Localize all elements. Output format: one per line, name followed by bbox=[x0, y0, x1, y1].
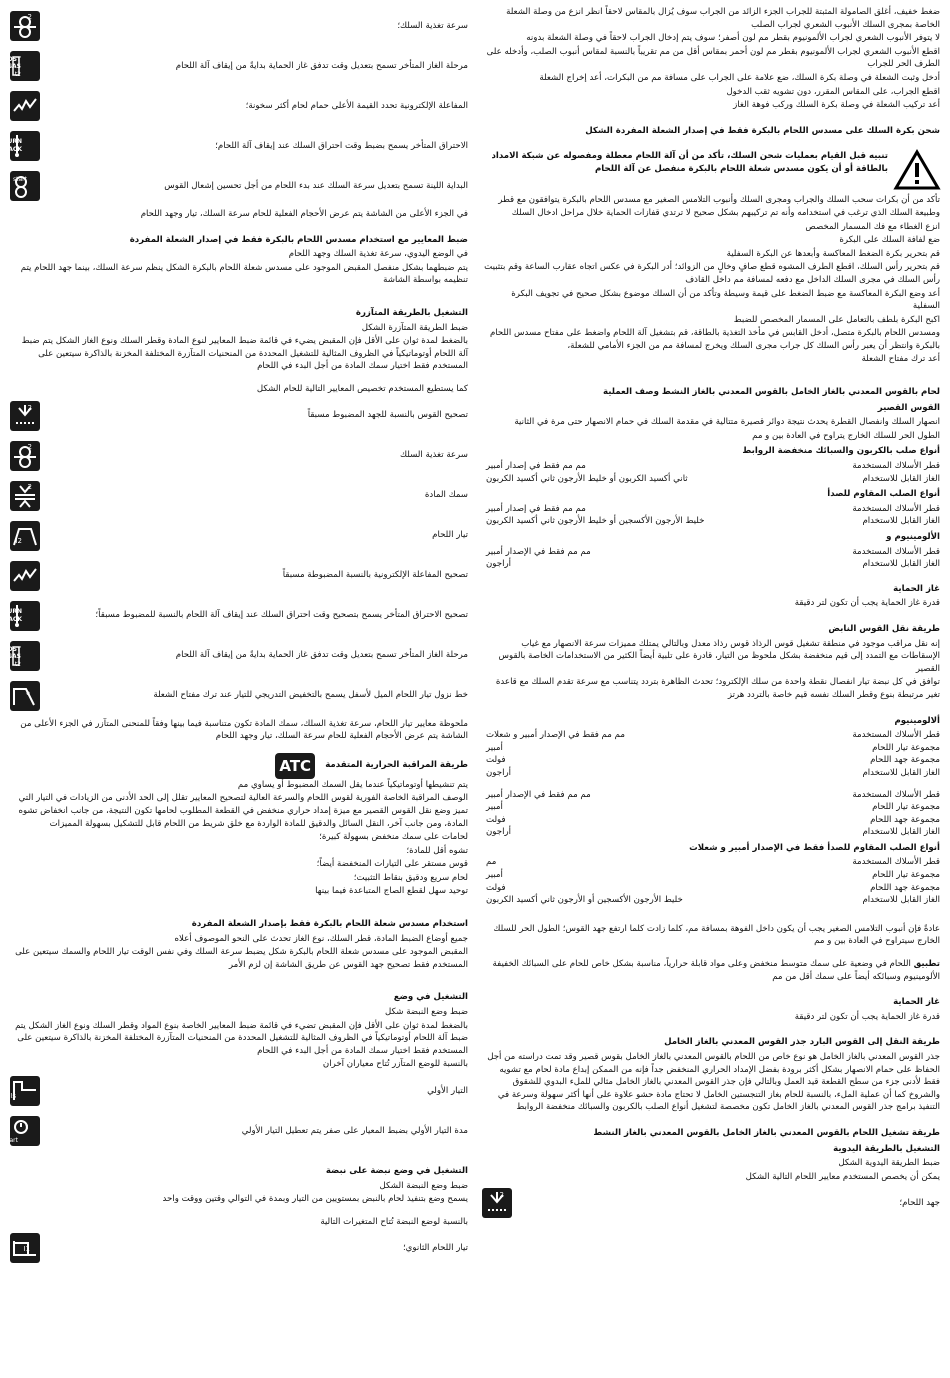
section-heading: شحن بكرة السلك على مسدس اللحام بالبكرة فقط في إصدار الشعلة المفردة الشكل bbox=[585, 125, 940, 136]
post-gas-icon bbox=[3, 641, 40, 671]
paragraph: اقطع الجراب، على المقاس المقرر، دون تشويه ثقب الدخول bbox=[726, 86, 940, 97]
bullet-item: تشوه أقل للمادة؛ bbox=[406, 845, 468, 856]
section-subheading: التشغيل بالطريقة اليدوية bbox=[833, 1143, 940, 1154]
parameter-row bbox=[3, 638, 468, 674]
spec-row bbox=[482, 503, 940, 516]
spec-value: فولت bbox=[486, 755, 506, 766]
spec-value: أمبير bbox=[486, 870, 503, 881]
spec-row bbox=[482, 856, 940, 869]
slope-down-icon bbox=[10, 681, 40, 711]
parameter-row bbox=[4, 1113, 468, 1149]
post-gas-icon bbox=[3, 51, 40, 81]
svg-text:POST: POST bbox=[3, 56, 21, 63]
paragraph: يتم ضبطهما بشكل منفصل المقبض الموجود على مسدس شعلة اللحام بالبكرة الشكل ينظم سرعة السلك، بينما جهد اللحام يتم تنظيمه بواسطة الشاشة bbox=[20, 262, 468, 286]
paragraph: لا يتوفر الأنبوب الشعري لجراب الألمونيوم بقطر مم لون أصفر؛ سوف يتم إدخال الجراب لاحقاً في وصلة الشعلة بدونه bbox=[526, 33, 940, 44]
paragraph: الطول الحر للسلك الخارج يتراوح في العادة بين و مم bbox=[752, 430, 940, 441]
paragraph: المقبض الموجود على مسدس شعلة اللحام بالبكرة شكل يضبط سرعة السلك وفي نفس الوقت تيار اللحام والسمك سيتعين على المستخدم فقط تصحيح جهد القوس عن طريق الشاشة إن لزم الأمر bbox=[15, 947, 468, 970]
spec-value: خليط الأرجون الأكسجين أو خليط الأرجون ثاني أكسيد الكربون bbox=[486, 516, 705, 527]
spec-key: الغاز القابل للاستخدام bbox=[862, 895, 940, 906]
section-subheading: الألومينيوم و bbox=[886, 532, 940, 542]
section-heading: استخدام مسدس شعلة اللحام بالبكرة فقط بإصدار الشعلة المفردة bbox=[191, 919, 468, 930]
spec-key: الغاز القابل للاستخدام bbox=[862, 827, 940, 838]
svg-text:t: t bbox=[25, 1123, 28, 1131]
list-item: ومسدس اللحام بالبكرة متصل، أدخل القابس في مأخذ التغذية بالطاقة، قم بتشغيل آلة اللحام واضغط على مفتاح مسدس اللحام بالبكرة وانتظر أن يعبر رأس السلك كل جراب مجرى السلك ويخرج لمسافة مم من الجزء الأمامي للشعلة، bbox=[489, 328, 940, 351]
parameter-text: الاحتراق المتأخر يسمح بضبط وقت احتراق السلك عند إيقاف آلة اللحام؛ bbox=[215, 140, 468, 151]
paragraph: توافق في كل نبضة تيار انفصال نقطة واحدة من سلك الإلكترود؛ تحدث الظاهرة بتردد يتناسب مع سرعة تقدم السلك مع قاعدة تغير مرتبطة بنوع وقطر السلك نفسه قيم خاصة بالتردد هرتز bbox=[495, 677, 940, 700]
parameter-row bbox=[10, 478, 468, 514]
spec-row bbox=[482, 460, 940, 473]
paragraph: قدرة غاز الحماية يجب أن تكون لتر دقيقة bbox=[794, 598, 940, 609]
spec-value: مم bbox=[486, 857, 497, 868]
spec-key: مجموعة جهد اللحام bbox=[870, 882, 940, 893]
bullet-item: توحيد سهل لقطع الصاج المتباعدة فيما بينها bbox=[315, 886, 468, 897]
svg-text:t2: t2 bbox=[14, 71, 21, 78]
paragraph: جذر القوس المعدني بالغاز الخامل هو نوع خاص من اللحام بالقوس المعدني بالغاز الخامل بقوس قصير وقد تمت دراسته من أجل الحفاظ على حمام الانصهار بشكل أكثر برودة بفضل الإمداد الحراري المنخفض جداً فإنه من الممكن إبداع مادة لحام مع تشويه فقط لأدنى جزء من سطح القطعة قيد العمل وبالتالي فإن جذر القوس المعدني بالغاز الخامل مثالي للملء البدوي للشقوق والشروخ كما أن عملية الملء، بالنسبة للحام بغاز التنجستين الخامل لا تحتاج مادة حشو علاوة على أنها أكثر سهولة وسرعة في التنفيذ برامج جذر القوس المعدني بالغاز الخامل تكون مخصصة لتشغيل أنواع الصلب بالكربون والسبائك منخفضة الروابط bbox=[487, 1052, 940, 1113]
paragraph: ملحوظة معايير تيار اللحام، سرعة تغذية السلك، سمك المادة تكون متناسبة فيما بينها وفقاً للمنحنى المتآزر في الجزء الأعلى من الشاشة يتم عرض الأحجام الفعلية للحام سرعة السلك، تيار وجهد اللحام bbox=[20, 718, 468, 742]
spec-value: مم مم فقط في إصدار أمبير bbox=[486, 503, 586, 514]
parameter-text: تصحيح المفاعلة الإلكترونية بالنسبة المضبوطة مسبقاً bbox=[282, 570, 468, 581]
svg-text:BURN: BURN bbox=[2, 607, 22, 615]
paragraph: عادةً فإن أنبوب التلامس الصغير يجب أن يكون داخل الفوهة بمسافة مم، كلما زادت كلما ارتفع جهد القوس؛ الطول الحر للسلك الخارج سيتراوح في العادة بين و مم bbox=[493, 923, 940, 947]
spec-key: قطر الأسلاك المستخدمة bbox=[852, 857, 940, 868]
spec-row bbox=[482, 754, 940, 767]
soft-start-icon bbox=[10, 171, 40, 201]
section-heading: طريقة النقل إلى القوس البارد جذر القوس المعدني بالغاز الخامل bbox=[664, 1037, 940, 1048]
burn-back-icon bbox=[2, 601, 40, 631]
section-subheading: أنواع صلب بالكربون والسبائك منخفضة الروابط bbox=[742, 446, 940, 457]
svg-text:start: start bbox=[4, 1137, 18, 1144]
paragraph: أدخل وثبت الشعلة في وصلة بكرة السلك، ضع علامة على الجراب على مسافة مم من البكرات، أعد إخراج الشعلة bbox=[539, 72, 940, 83]
spec-key: مجموعة تيار اللحام bbox=[872, 742, 940, 753]
paragraph: بالنسبة لوضع النبضة تُتاح المتغيرات التالية bbox=[320, 1216, 468, 1227]
burn-back-icon bbox=[2, 131, 40, 161]
paragraph: بالضغط لمدة ثوان على الأقل فإن المقبض يضيء في قائمة ضبط المعايير لنوع المادة وقطر السلك ونوع الغاز الشكل يتم ضبط آلة اللحام أوتوماتيكياً في الظروف المثالية للتشغيل المحددة من المنحنيات المتآزرة المختلفة المخزنة بالذاكرة سيتعين على المستخدم فقط اختيار سمك المادة من أجل البدء في اللحام bbox=[21, 336, 468, 372]
svg-text:2: 2 bbox=[27, 13, 32, 21]
svg-text:2: 2 bbox=[499, 1191, 504, 1200]
spec-key: الغاز القابل للاستخدام bbox=[862, 767, 940, 778]
paragraph: اقطع الأنبوب الشعري لجراب الألمونيوم بقطر مم لون أحمر بمقاس أقل من مم تقريباً بالنسبة لمقاس أنبوب الصلب، وأدخله على الطرف الحر للجراب bbox=[486, 46, 940, 70]
spec-key: الغاز القابل للاستخدام bbox=[862, 559, 940, 570]
parameter-row bbox=[10, 438, 468, 474]
right-column bbox=[482, 6, 940, 1225]
parameter-row bbox=[10, 88, 468, 124]
parameter-row bbox=[10, 558, 468, 594]
section-subheading: غاز الحماية bbox=[893, 583, 940, 594]
parameter-text: مرحلة الغاز المتأخر تسمح بتعديل وقت تدفق غاز الحماية بدايةً من إيقاف آلة اللحام bbox=[175, 60, 468, 71]
list-item: قم بتحرير رأس السلك، اقطع الطرف المشوه قطع صافٍ وخالٍ من الزوائد؛ أدر البكرة في عكس اتجاه عقارب الساعة وقم بتثبيت رأس السلك في مجرى السلك الداخل مع دفعه لمسافة مم داخل القاذف bbox=[484, 262, 940, 285]
parameter-text: تصحيح القوس بالنسبة للجهد المضبوط مسبقاً bbox=[307, 410, 468, 421]
parameter-text: المفاعلة الإلكترونية تحدد القيمة الأعلى حمام لحام أكثر سخونة؛ bbox=[245, 100, 468, 111]
section-subheading: أنواع الصلب المقاوم للصدأ فقط في الإصدار أمبير و شعلات bbox=[689, 842, 940, 853]
parameter-text: التيار الأولي bbox=[427, 1085, 468, 1096]
svg-text:BURN: BURN bbox=[2, 138, 22, 145]
warning-block bbox=[482, 150, 940, 190]
spec-row bbox=[482, 826, 940, 839]
spec-value: مم مم فقط في إصدار أمبير bbox=[486, 461, 586, 472]
parameter-row bbox=[10, 398, 468, 434]
section-heading: التشغيل بالطريقة المتآزرة bbox=[355, 307, 468, 318]
paragraph bbox=[482, 958, 940, 983]
spec-row bbox=[482, 546, 940, 559]
svg-text:BACK: BACK bbox=[3, 146, 22, 153]
parameter-text: سرعة تغذية السلك؛ bbox=[397, 20, 468, 31]
secondary-current-icon bbox=[10, 1233, 40, 1263]
bullet-item: لحامات على سمك منخفض بسهولة كبيرة؛ bbox=[319, 832, 468, 843]
section-heading: ضبط المعايير مع استخدام مسدس اللحام بالبكرة فقط في إصدار الشعلة المفردة bbox=[129, 234, 468, 245]
spec-value: ثاني أكسيد الكربون أو خليط الأرجون ثاني أكسيد الكربون bbox=[486, 473, 688, 484]
spec-row bbox=[482, 869, 940, 882]
list-item: أعد ترك مفتاح الشعلة bbox=[861, 354, 940, 365]
list-item: اكبح البكرة بلطف بالتعامل على المسمار المخصص للضبط bbox=[733, 314, 940, 325]
spec-value: أمبير bbox=[486, 802, 503, 813]
spec-row bbox=[482, 767, 940, 780]
list-item: أعد وضع البكرة المعاكسة مع ضبط الضغط على قيمة وسيطة وتأكد من أن السلك موضوع بشكل صحيح في تجويف البكرة السفلية bbox=[511, 288, 940, 312]
svg-text:Is: Is bbox=[10, 1092, 16, 1100]
spec-row bbox=[482, 729, 940, 742]
spec-value: مم مم فقط في الإصدار أمبير bbox=[486, 789, 591, 800]
atc-heading bbox=[10, 753, 468, 779]
paragraph: كما يستطيع المستخدم تخصيص المعايير التالية للحام الشكل bbox=[256, 383, 468, 394]
spec-value: أراجون bbox=[486, 767, 511, 778]
inductance-icon bbox=[10, 561, 40, 591]
parameter-row bbox=[10, 1073, 468, 1109]
spec-key: قطر الأسلاك المستخدمة bbox=[852, 461, 940, 472]
section-subheading: غاز الحماية bbox=[893, 997, 940, 1008]
paragraph: ضبط الطريقة المتآزرة الشكل bbox=[361, 322, 468, 333]
svg-text:GAS: GAS bbox=[7, 63, 21, 70]
spec-row bbox=[482, 882, 940, 895]
spec-value: فولت bbox=[486, 814, 506, 825]
paragraph: الوصف المراقبة الخاصة الفورية لقوس اللحام والسرعة العالية لتصحيح المعايير تقلل إلى الحد الأدنى من الزيادات في التيار التي تميز وضع نقل القوس القصير مع ميزة إمداد حراري منخفض في القطعة المطلوب لحامها تكون النتيجة، من جانب انخفاض تشوه المادة، ومن جانب آخر، النقل السائل والدقيق للمادة الواردة مع خلق شريط من اللحام قابل للتشكيل بسهولة المميزات bbox=[18, 793, 468, 829]
spec-value: مم مم فقط في الإصدار أمبير bbox=[486, 546, 591, 557]
section-subheading: ألالومينيوم bbox=[894, 715, 940, 726]
spec-value: فولت bbox=[486, 882, 506, 893]
wire-speed-icon bbox=[10, 441, 40, 471]
parameter-text: مدة التيار الأولي بضبط المعيار على صفر يتم تعطيل التيار الأولي bbox=[241, 1125, 468, 1136]
spec-key: مجموعة تيار اللحام bbox=[872, 802, 940, 813]
section-subheading: القوس القصير bbox=[877, 402, 940, 413]
paragraph: تأكد من أن بكرات سحب السلك والجراب ومجرى السلك وأنبوب التلامس الصغير مع مسدس اللحام بالبكرة يتوافقون مع قطر وطبيعة السلك الذي ترغب في استخدامه وأنه تم تركيبهم بشكل صحيح لا ترتدي قفازات الحماية خلال مراحل ادخال السلك bbox=[498, 195, 940, 218]
parameter-row bbox=[2, 128, 468, 164]
parameter-text: خط نزول تيار اللحام الميل لأسفل يسمح بالتخفيض التدريجي للتيار عند ترك مفتاح الشعلة bbox=[153, 690, 468, 701]
parameter-row bbox=[10, 8, 468, 44]
bullet-item: لحام سريع ودقيق بنقاط التثبيت؛ bbox=[353, 872, 468, 883]
list-item: ضع لفافة السلك على البكرة bbox=[839, 235, 940, 246]
svg-text:I1: I1 bbox=[23, 1245, 30, 1254]
svg-text:t2: t2 bbox=[14, 660, 21, 668]
spec-value: خليط الأرجون الأكسجين أو الأرجون ثاني أكسيد الكربون bbox=[486, 895, 683, 906]
paragraph: إنه نقل مراقب موجود في منطقة تشغيل قوس الرذاذ قوس رذاذ معدل وبالتالي يمتلك مميزات سرعة الانصهار مع غياب الإسقاطات مع التمدد إلى قيم منخفضة بشكل ملحوظ من التيار، قادرة على تلبية أيضاً الكثير من الاستخدامات الخاصة بالقوس القصير bbox=[498, 638, 940, 674]
parameter-row bbox=[10, 518, 468, 554]
parameter-text: سرعة تغذية السلك bbox=[400, 450, 468, 461]
paragraph: يسمح وضع بتنفيذ لحام بالنبض بمستويين من التيار وبمدة في التوالي وقتين ووقت واحد bbox=[162, 1194, 468, 1205]
spec-row bbox=[482, 801, 940, 814]
list-item: انزع الغطاء مع فك المسمار المخصص bbox=[805, 221, 940, 232]
paragraph: قدرة غاز الحماية يجب أن تكون لتر دقيقة bbox=[794, 1011, 940, 1022]
spec-key: قطر الأسلاك المستخدمة bbox=[852, 503, 940, 514]
paragraph: بالنسبة للوضع المتآزر تُتاح معياران آخران bbox=[322, 1059, 468, 1070]
parameter-row bbox=[3, 48, 468, 84]
parameter-text: تصحيح الاحتراق المتأخر يسمح بتصحيح وقت احتراق السلك عند إيقاف آلة اللحام بالنسبة للمضبوط مسبقاً؛ bbox=[95, 610, 468, 621]
label-application: تطبيق bbox=[913, 959, 940, 970]
svg-text:POST: POST bbox=[3, 645, 21, 653]
paragraph: انصهار السلك وانفصال القطرة يحدث نتيجة دوائر قصيرة متتالية في مقدمة السلك في حمام الانصهار حتى مرة في الثانية bbox=[514, 417, 940, 428]
section-subheading: أنواع الصلب المقاوم للصدأ bbox=[827, 489, 940, 500]
parameter-text: جهد اللحام؛ bbox=[899, 1198, 940, 1209]
spec-key: مجموعة تيار اللحام bbox=[872, 870, 940, 881]
spec-row bbox=[482, 473, 940, 486]
section-heading: لحام بالقوس المعدني بالغاز الخامل بالقوس المعدني بالغاز النشط وصف العملية bbox=[603, 387, 940, 398]
spec-row bbox=[482, 789, 940, 802]
spec-key: الغاز القابل للاستخدام bbox=[862, 473, 940, 484]
svg-text:e: e bbox=[26, 689, 30, 697]
spec-value: أراجون bbox=[486, 827, 511, 838]
section-heading: التشغيل في وضع نبضة على نبضة bbox=[325, 1166, 468, 1176]
atc-logo: ATC bbox=[275, 753, 315, 779]
spec-value: أمبير bbox=[486, 742, 503, 753]
paragraph: ضبط وضع النبضة شكل bbox=[385, 1007, 468, 1018]
arc-voltage-icon bbox=[482, 1188, 512, 1218]
section-heading: طريقة نقل القوس النابض bbox=[828, 623, 940, 634]
parameter-row bbox=[2, 598, 468, 634]
paragraph: جميع أوضاع الضبط المادة، قطر السلك، نوع الغاز تحدث على النحو الموصوف أعلاه bbox=[174, 933, 468, 944]
welding-current-icon bbox=[10, 521, 40, 551]
parameter-text: تيار اللحام الثانوي؛ bbox=[402, 1243, 468, 1254]
list-item: قم بتحرير بكرة الضغط المعاكسة وأبعدها عن البكرة السفلية bbox=[726, 248, 940, 259]
section-heading: طريقة تشغيل اللحام بالقوس المعدني بالغاز الخامل بالقوس المعدني بالغاز النشط bbox=[593, 1127, 940, 1138]
paragraph: في الوضع اليدوي، سرعة تغذية السلك وجهد اللحام bbox=[288, 249, 468, 260]
parameter-row bbox=[10, 1230, 468, 1266]
paragraph: ضبط الطريقة اليدوية الشكل bbox=[838, 1158, 940, 1169]
warning-triangle-icon bbox=[894, 150, 940, 190]
paragraph: يمكن أن يخصص المستخدم معايير اللحام التالية الشكل bbox=[745, 1171, 940, 1182]
svg-text:BACK: BACK bbox=[3, 615, 22, 623]
paragraph-text: اللحام في وضعية على سمك متوسط منخفض وعلى مواد قابلة حرارياً، مناسبة بشكل خاص للحام على السبائك الخفيفة الألومينيوم وسبائكه أيضاً على سمك أقل من مم bbox=[492, 959, 940, 982]
initial-time-icon bbox=[4, 1116, 40, 1146]
section-heading: طريقة المراقبة الحرارية المتقدمة bbox=[325, 760, 468, 771]
paragraph: بالضغط لمدة ثوان على الأقل فإن المقبض تضيء في قائمة ضبط المعايير الخاصة بنوع المواد وقطر السلك ونوع الغاز الشكل يتم ضبط آلة اللحام أوتوماتيكياً في الظروف المثالية للتشغيل المحددة من المنحنيات المتآزرة المختلفة المخزنة بالذاكرة سيتعين على المستخدم فقط اختيار سمك المادة من أجل البدء في اللحام bbox=[15, 1020, 468, 1056]
spec-row bbox=[482, 814, 940, 827]
spec-key: قطر الأسلاك المستخدمة bbox=[852, 730, 940, 741]
spec-key: مجموعة جهد اللحام bbox=[870, 755, 940, 766]
parameter-text: تيار اللحام bbox=[432, 530, 468, 541]
wire-speed-icon bbox=[10, 11, 40, 41]
parameter-row bbox=[482, 1185, 940, 1221]
svg-text:2: 2 bbox=[27, 482, 32, 491]
paragraph: يتم تنشيطها أوتوماتيكياً عندما يقل السمك المضبوط أو يساوي مم bbox=[237, 779, 468, 790]
left-column bbox=[2, 6, 468, 1270]
warning-text: تنبيه قبل القيام بعمليات شحن السلك، تأكد من أن آلة اللحام معطلة ومفصوله عن شبكة الامداد بالطاقة أو أن يكون مسدس شعلة اللحام بالبكرة منفصل عن آلة اللحام bbox=[491, 151, 888, 174]
spec-row bbox=[482, 558, 940, 571]
parameter-text: سمك المادة bbox=[424, 490, 468, 501]
spec-row bbox=[482, 742, 940, 755]
bullet-item: قوس مستقر على التيارات المنخفضة أيضاً؛ bbox=[316, 859, 468, 870]
spec-key: قطر الأسلاك المستخدمة bbox=[852, 789, 940, 800]
spec-key: مجموعة جهد اللحام bbox=[870, 814, 940, 825]
arc-correction-icon bbox=[10, 401, 40, 431]
spec-row bbox=[482, 515, 940, 528]
spec-value: أراجون bbox=[486, 559, 511, 570]
section-heading: التشغيل في وضع bbox=[393, 992, 468, 1003]
svg-text:GAS: GAS bbox=[7, 652, 21, 660]
thickness-icon bbox=[10, 481, 40, 511]
spec-key: قطر الأسلاك المستخدمة bbox=[852, 546, 940, 557]
spec-value: مم مم فقط في الإصدار أمبير و شعلات bbox=[486, 730, 625, 741]
svg-text:start: start bbox=[13, 176, 27, 183]
parameter-text: مرحلة الغاز المتأخر تسمح بتعديل وقت تدفق غاز الحماية بدايةً من إيقاف آلة اللحام bbox=[175, 650, 468, 661]
parameter-row bbox=[10, 168, 468, 204]
spec-key: الغاز القابل للاستخدام bbox=[862, 516, 940, 527]
svg-text:I2: I2 bbox=[15, 536, 22, 545]
svg-text:2: 2 bbox=[27, 442, 32, 451]
svg-text:2: 2 bbox=[27, 403, 32, 412]
parameter-row bbox=[10, 678, 468, 714]
paragraph: أعد تركيب الشعلة في وصلة بكرة السلك وركب فوهة الغاز bbox=[733, 100, 940, 111]
paragraph: ضغط خفيف، أغلق الصامولة المثبتة للجراب الجزء الزائد من الجراب سوف يُزال بالمقاس لاحقاً انظر انزع من وصلة الشعلة الخاصة بمجرى السلك الأنبوب الشعري لجراب الصلب bbox=[506, 7, 940, 30]
initial-current-icon bbox=[10, 1076, 40, 1106]
paragraph: في الجزء الأعلى من الشاشة يتم عرض الأحجام الفعلية للحام سرعة السلك، تيار وجهد اللحام bbox=[140, 209, 468, 219]
parameter-text: البداية اللينة تسمح بتعديل سرعة السلك عند بدء اللحام من أجل تحسين إشعال القوس bbox=[164, 180, 468, 191]
inductance-icon bbox=[10, 91, 40, 121]
spec-row bbox=[482, 894, 940, 907]
paragraph: ضبط وضع النبضة الشكل bbox=[379, 1180, 468, 1191]
